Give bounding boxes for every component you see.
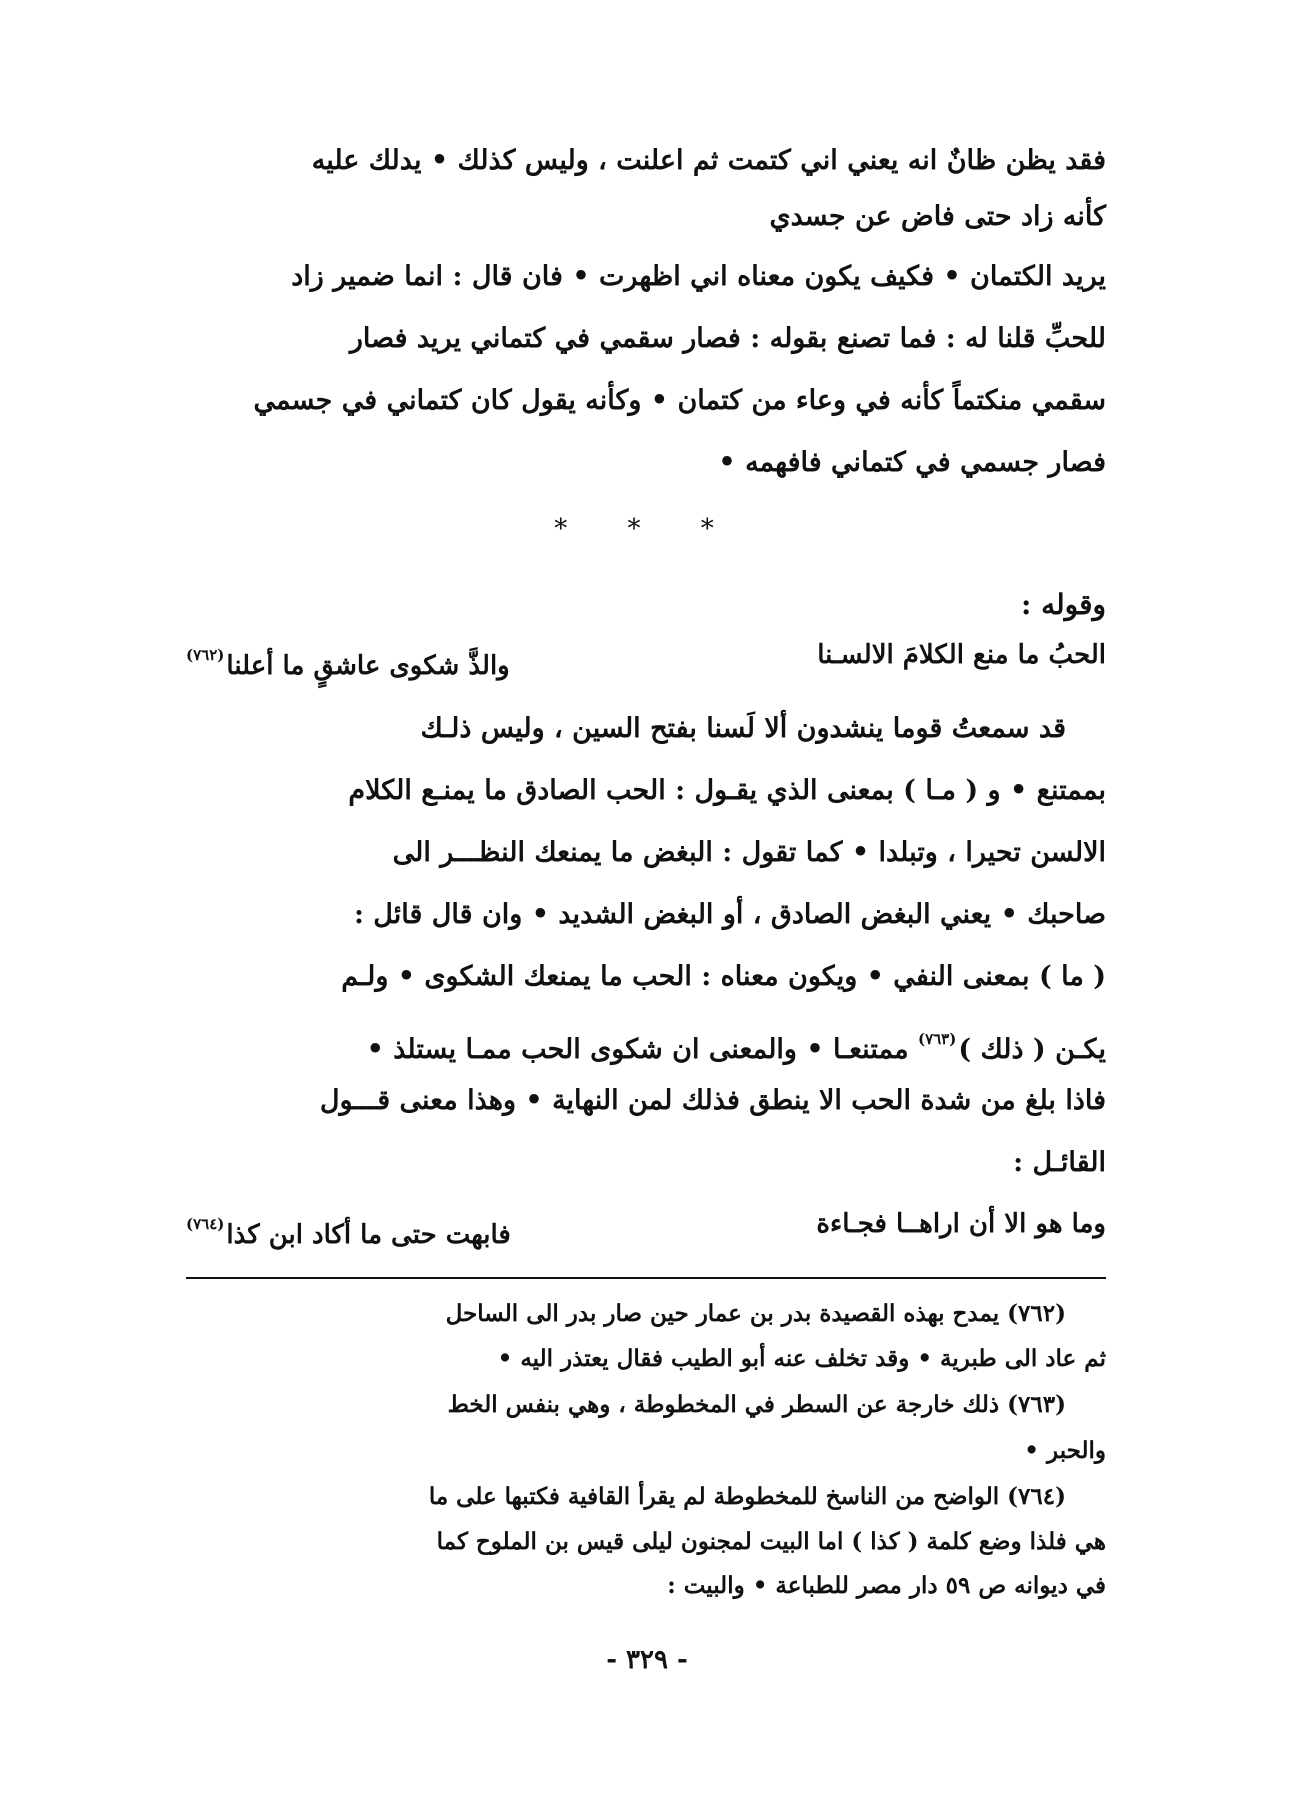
footnotes [186, 1292, 1106, 1608]
verse-1 [186, 630, 1106, 680]
text-line: القائـل : [1013, 1147, 1106, 1178]
verse-1-second-hemistich: والذَّ شكوى عاشقٍ ما أعلنا [226, 651, 510, 681]
verse-2-first-hemistich: وما هو الا أن اراهــا فجـاءة [816, 1209, 1106, 1239]
verse-2-second-hemistich-wrap [186, 1198, 511, 1250]
footnote-762 [186, 1292, 1106, 1382]
text-line: للحبِّ قلنا له : فما تصنع بقوله : فصار سقمي في كتماني يريد فصار [349, 323, 1106, 354]
footnote-line: والحبر • [1024, 1437, 1106, 1464]
text-line: فصار جسمي في كتماني فافهمه • [718, 447, 1106, 478]
text-line: يريد الكتمان • فكيف يكون معناه اني اظهرت • فان قال : انما ضمير زاد [291, 261, 1106, 292]
footnote-line: هي فلذا وضع كلمة ( كذا ) اما البيت لمجنون ليلى قيس بن الملوح كما [436, 1528, 1106, 1555]
text-line: بممتنع • و ( مـا ) بمعنى الذي يقـول : الحب الصادق ما يمنـع الكلام [348, 775, 1106, 806]
verse-1-first-hemistich: الحبُ ما منع الكلامَ الالسـنا [817, 640, 1106, 670]
verse-2 [186, 1198, 1106, 1250]
footnote-763 [186, 1382, 1106, 1474]
section-heading-block [186, 582, 1106, 628]
quoted-hemistich: كأنه زاد حتى فاض عن جسدي [769, 201, 1106, 232]
section-heading: وقوله : [1021, 588, 1106, 621]
text-line: سقمي منكتماً كأنه في وعاء من كتمان • وكأنه يقول كان كتماني في جسمي [253, 385, 1106, 416]
footnote-line: (٧٦٤) الواضح من الناسخ للمخطوطة لم يقرأ القافية فكتبها على ما [428, 1483, 1066, 1510]
footnote-separator-rule [186, 1277, 1106, 1279]
footnote-ref-762: (٧٦٢) [186, 646, 225, 664]
text-fragment: ممتنعـا • والمعنى ان شكوى الحب ممـا يستلذ • [366, 1034, 909, 1065]
text-line: فاذا بلغ من شدة الحب الا ينطق فذلك لمن النهاية • وهذا معنى قـــول [319, 1085, 1106, 1116]
footnote-line: (٧٦٣) ذلك خارجة عن السطر في المخطوطة ، وهي بنفس الخط [447, 1391, 1066, 1418]
verse-1-second-hemistich-wrap [186, 630, 510, 680]
text-line-with-footnote [186, 1008, 1106, 1070]
footnote-ref-763: (٧٦٣) [917, 1030, 957, 1048]
verse-2-second-hemistich: فابهت حتى ما أكاد ابن كذا [226, 1220, 511, 1250]
paragraph-commentary-2 [186, 698, 1106, 1194]
footnote-line: في ديوانه ص ٥٩ دار مصر للطباعة • والبيت : [667, 1572, 1106, 1599]
text-line: قد سمعتُ قوما ينشدون ألا لَسنا بفتح السين ، وليس ذلـك [420, 713, 1066, 744]
page-number: - ٣٢٩ - [606, 1645, 688, 1675]
footnote-line: (٧٦٢) يمدح بهذه القصيدة بدر بن عمار حين صار بدر الى الساحل [445, 1300, 1066, 1327]
text-line: صاحبك • يعني البغض الصادق ، أو البغض الشديد • وان قال قائل : [353, 899, 1106, 930]
text-line: ( ما ) بمعنى النفي • ويكون معناه : الحب ما يمنعك الشكوى • ولـم [341, 961, 1106, 992]
text-line: فقد يظن ظانٌ انه يعني اني كتمت ثم اعلنت ، وليس كذلك • يدلك عليه [311, 145, 1106, 176]
footnote-764 [186, 1474, 1106, 1608]
text-fragment: يكـن ( ذلك ) [958, 1034, 1106, 1065]
footnote-ref-764: (٧٦٤) [186, 1215, 225, 1233]
text-line: الالسن تحيرا ، وتبلدا • كما تقول : البغض ما يمنعك النظـــر الى [392, 837, 1106, 868]
paragraph-commentary-1 [186, 134, 1106, 494]
section-separator-stars: * * * [554, 514, 740, 544]
footnote-line: ثم عاد الى طبرية • وقد تخلف عنه أبو الطيب فقال يعتذر اليه • [497, 1345, 1106, 1372]
